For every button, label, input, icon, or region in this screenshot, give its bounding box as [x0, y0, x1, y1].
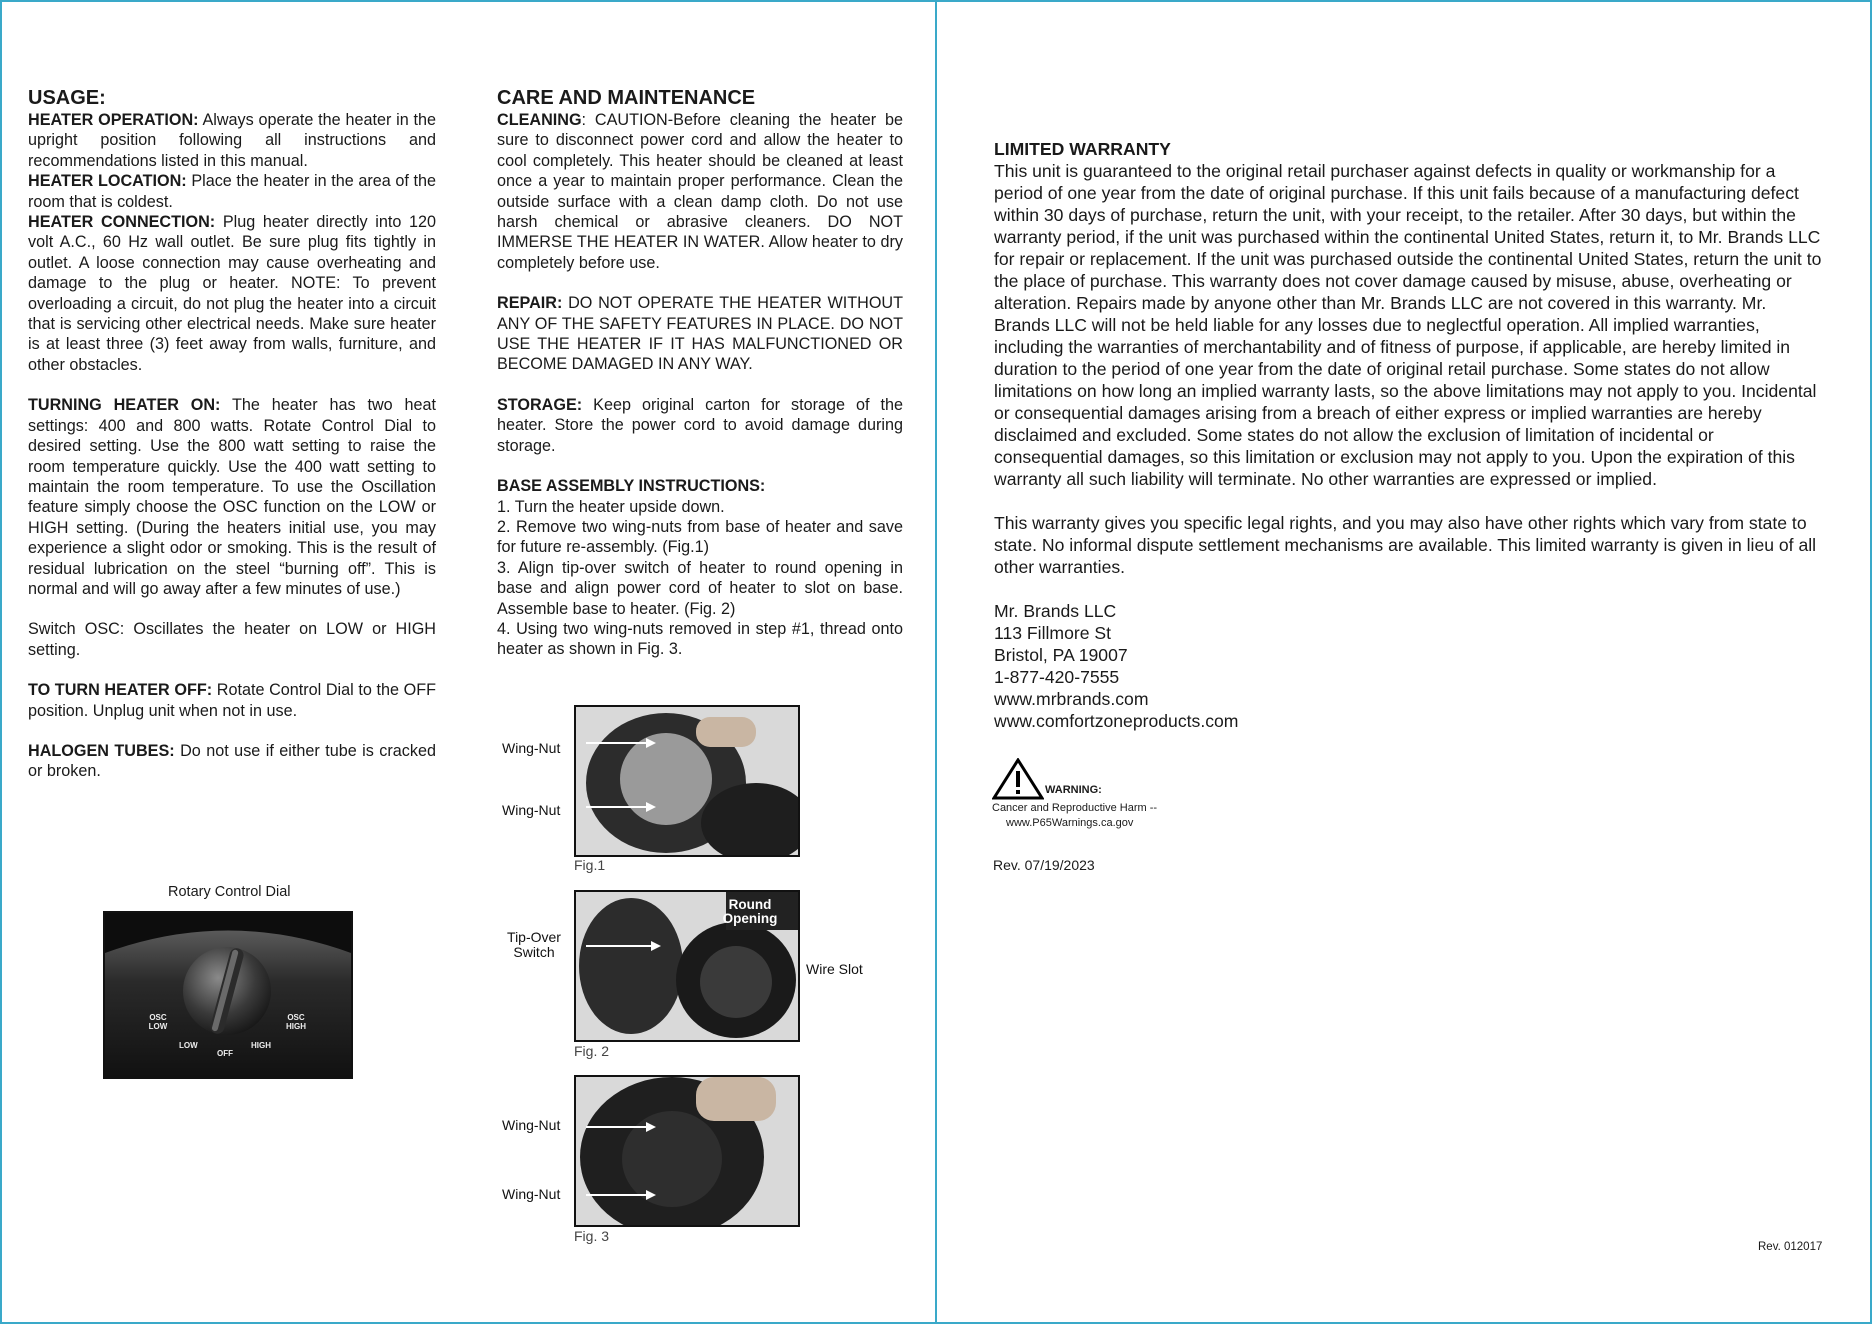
- fig1-label-top: Wing-Nut: [502, 740, 561, 756]
- heater-connection-paragraph: [28, 212, 436, 375]
- repair-paragraph: [497, 293, 903, 375]
- base-assembly-heading: BASE ASSEMBLY INSTRUCTIONS:: [497, 477, 766, 496]
- warranty-column: [994, 138, 1824, 732]
- dial-label-off: OFF: [217, 1049, 233, 1058]
- halogen-text: Do not use if either tube is cracked or broken.: [28, 741, 436, 781]
- warranty-heading: LIMITED WARRANTY: [994, 139, 1171, 159]
- dial-caption: Rotary Control Dial: [168, 884, 291, 900]
- fig2-label-right: Wire Slot: [806, 961, 863, 977]
- address-line: Mr. Brands LLC: [994, 601, 1117, 621]
- heater-location-paragraph: [28, 171, 436, 212]
- warning-line-1: Cancer and Reproductive Harm --: [992, 802, 1158, 814]
- turn-off-paragraph: [28, 680, 436, 721]
- cleaning-label: CLEANING: [497, 111, 582, 129]
- turn-off-text: Rotate Control Dial to the OFF position. Unplug unit when not in use.: [28, 681, 436, 720]
- warning-line-2: www.P65Warnings.ca.gov: [1006, 817, 1134, 829]
- heater-operation-label: HEATER OPERATION:: [28, 111, 199, 129]
- heater-connection-text: Plug heater directly into 120 volt A.C., 60 Hz wall outlet. Be sure plug fits tightly in outlet. A loose connection may cause overheating and damage to the plug or heater. NOTE: To prevent overloading a circuit, do not plug the heater into a circuit that is servicing other electrical needs. Make sure heater is at least three (3) feet away from walls, furniture, and other obstacles.: [28, 213, 436, 374]
- rotary-control-dial-image: [103, 911, 353, 1079]
- turn-off-label: TO TURN HEATER OFF:: [28, 681, 213, 700]
- address-line: Bristol, PA 19007: [994, 645, 1128, 665]
- heater-operation-paragraph: [28, 110, 436, 171]
- heater-operation-text: Always operate the heater in the upright position following all instructions and recommendations listed in this manual.: [28, 111, 436, 170]
- warning-title: WARNING:: [1045, 784, 1102, 796]
- fig3-label-bottom: Wing-Nut: [502, 1186, 561, 1202]
- center-fold-line: [935, 0, 937, 1324]
- turning-on-text: The heater has two heat settings: 400 and 800 watts. Rotate Control Dial to desired setting. Use the 800 watt setting to raise the room temperature quickly. Use the 400 watt setting to maintain the room temperature. To use the Oscillation feature simply choose the OSC function on the LOW or HIGH setting. (During the heaters initial use, you may experience a slight odor or smoking. This is the result of residual lubrication on the steel “burning off”. This is normal and will go away after a few minutes of use.): [28, 396, 436, 598]
- care-heading: CARE AND MAINTENANCE: [497, 87, 756, 109]
- page-border-left: [0, 0, 2, 1324]
- assembly-step-3: 3. Align tip-over switch of heater to round opening in base and align power cord of heater to slot on base. Assemble base to heater. (Fig. 2): [497, 558, 903, 618]
- fig2-label-left: Tip-Over Switch: [507, 929, 561, 960]
- fig3-label-top: Wing-Nut: [502, 1117, 561, 1133]
- turning-on-label: TURNING HEATER ON:: [28, 396, 221, 415]
- storage-text: Keep original carton for storage of the heater. Store the power cord to avoid damage during storage.: [497, 395, 903, 455]
- turning-on-paragraph: [28, 395, 436, 599]
- storage-paragraph: [497, 395, 903, 456]
- assembly-step-1: 1. Turn the heater upside down.: [497, 497, 725, 516]
- switch-osc-paragraph: Switch OSC: Oscillates the heater on LOW or HIGH setting.: [28, 620, 436, 659]
- dial-label-low: LOW: [179, 1041, 198, 1050]
- fig1-image: [574, 705, 800, 857]
- dial-label-osc-low: OSC LOW: [148, 1013, 168, 1031]
- warranty-paragraph-1: This unit is guaranteed to the original retail purchaser against defects in quality or workmanship for a period of one year from the date of original purchase. If this unit fails because of a manufacturing defect within 30 days of purchase, return the unit, with your receipt, to the retailer. After 30 days, but within the warranty period, if the unit was purchased within the continental United States, return it, to Mr. Brands LLC for repair or replacement. If the unit was purchased outside the continental United States, return the unit to the place of purchase. This warranty does not cover damage caused by misuse, abuse, overheating or alteration. Repairs made by anyone other than Mr. Brands LLC are not covered in this warranty. Mr. Brands LLC will not be held liable for any losses due to neglectful operation. All implied warranties, including the warranties of merchantability and of fitness of purpose, if applicable, are hereby limited in duration to the period of one year from the date of original retail purchase. Some states do not allow limitations on how long an implied warranty lasts, so the above limitations may not apply to you. Incidental or consequential damages arising from a breach of either express or implied warranties are hereby disclaimed and excluded. Some states do not allow the exclusion of limitation of incidental or consequential damages, so this limitation or exclusion may not apply to you. Upon the expiration of this warranty all such liability will terminate. No other warranties are expressed or implied.: [994, 161, 1822, 489]
- care-column: [497, 86, 903, 660]
- rev-code: Rev. 012017: [1758, 1241, 1823, 1253]
- rev-date: Rev. 07/19/2023: [993, 857, 1095, 873]
- address-line: 113 Fillmore St: [994, 623, 1112, 643]
- assembly-step-4: 4. Using two wing-nuts removed in step #1, thread onto heater as shown in Fig. 3.: [497, 619, 903, 659]
- halogen-paragraph: [28, 741, 436, 782]
- storage-label: STORAGE:: [497, 395, 583, 414]
- usage-heading: USAGE:: [28, 87, 106, 109]
- cleaning-paragraph: [497, 110, 903, 273]
- fig3-image: [574, 1075, 800, 1227]
- halogen-label: HALOGEN TUBES:: [28, 741, 175, 760]
- fig2-caption: Fig. 2: [574, 1043, 610, 1059]
- address-line: 1-877-420-7555: [994, 667, 1120, 687]
- fig2-image: [574, 890, 800, 1042]
- fig3-caption: Fig. 3: [574, 1228, 610, 1244]
- warranty-paragraph-2: This warranty gives you specific legal rights, and you may also have other rights which vary from state to state. No informal dispute settlement mechanisms are available. This limited warranty is given in lieu of all other warranties.: [994, 513, 1817, 577]
- fig2-label-inside: Round Opening: [722, 897, 778, 926]
- warning-triangle-icon: [992, 758, 1044, 800]
- usage-column: [28, 86, 436, 782]
- repair-text: DO NOT OPERATE THE HEATER WITHOUT ANY OF THE SAFETY FEATURES IN PLACE. DO NOT USE THE HEATER IF IT HAS MALFUNCTIONED OR BECOME DAMAGED IN ANY WAY.: [497, 294, 903, 374]
- address-line: www.mrbrands.com: [994, 689, 1149, 709]
- heater-location-label: HEATER LOCATION:: [28, 172, 187, 191]
- heater-location-text: Place the heater in the area of the room that is coldest.: [28, 172, 437, 211]
- dial-label-high: HIGH: [251, 1041, 271, 1050]
- assembly-step-2: 2. Remove two wing-nuts from base of heater and save for future re-assembly. (Fig.1): [497, 517, 903, 557]
- repair-label: REPAIR:: [497, 294, 563, 313]
- address-line: www.comfortzoneproducts.com: [994, 711, 1239, 731]
- dial-label-osc-high: OSC HIGH: [286, 1013, 306, 1031]
- fig1-label-bottom: Wing-Nut: [502, 802, 561, 818]
- fig1-caption: Fig.1: [574, 857, 606, 873]
- cleaning-text: : CAUTION-Before cleaning the heater be sure to disconnect power cord and allow the heater to cool completely. This heater should be cleaned at least once a year to maintain proper performance. Clean the outside surface with a clean damp cloth. Do not use harsh chemical or abrasive cleaners. DO NOT IMMERSE THE HEATER IN WATER. Allow heater to dry completely before use.: [497, 111, 903, 272]
- heater-connection-label: HEATER CONNECTION:: [28, 213, 216, 232]
